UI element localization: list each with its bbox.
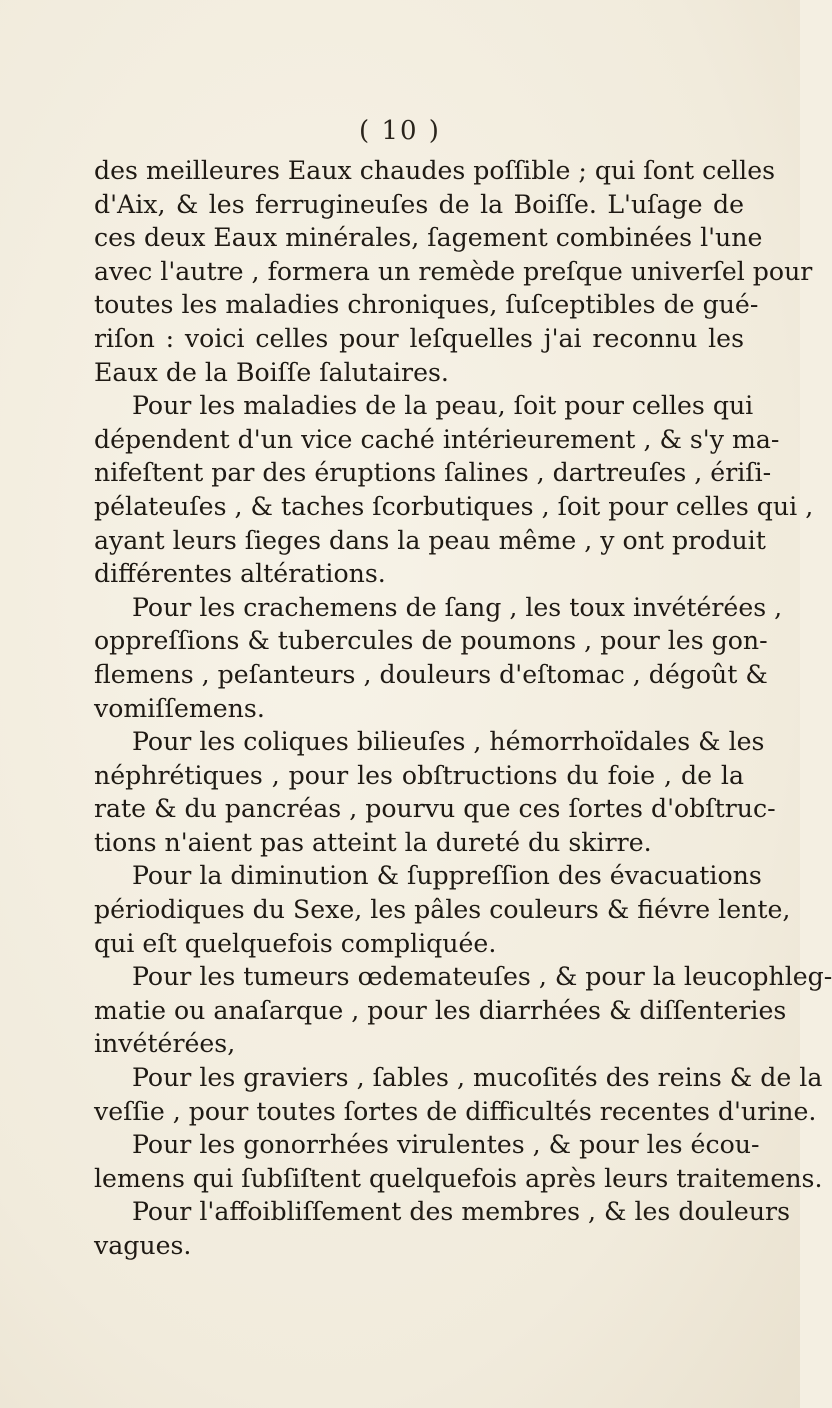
text-line: matie ou anaſarque , pour les diarrhées & diſſenteries — [94, 995, 787, 1025]
text-line: Eaux de la Boiſſe ſalutaires. — [94, 357, 449, 387]
text-line: oppreſſions & tubercules de poumons , pour les gon- — [94, 626, 768, 656]
text-line: toutes les maladies chroniques, ſuſceptibles de gué- — [94, 290, 759, 320]
text-line: Pour les graviers , ſables , mucoſités des reins & de la — [132, 1063, 823, 1093]
text-line: invétérées, — [94, 1029, 236, 1059]
text-line: ayant leurs ſieges dans la peau même , y ont produit — [94, 525, 766, 555]
text-line: vagues. — [94, 1231, 192, 1260]
text-line: Pour les tumeurs œdemateuſes , & pour la leucophleg- — [132, 962, 832, 992]
text-line: pélateuſes , & taches ſcorbutiques , ſoit pour celles qui , — [94, 491, 814, 521]
text-line: rate & du pancréas , pourvu que ces ſortes d'obſtruc- — [94, 794, 776, 824]
text-line: Pour la diminution & ſuppreſſion des évacuations — [132, 861, 762, 891]
page-number: ( 10 ) — [359, 116, 441, 146]
text-line: ces deux Eaux minérales, ſagement combinées l'une — [94, 223, 763, 253]
text-line: flemens , peſanteurs , douleurs d'eſtomac , dégoût & — [94, 659, 768, 689]
text-line: Pour l'affoibliſſement des membres , & les douleurs — [132, 1197, 791, 1227]
text-line: dépendent d'un vice caché intérieurement , & s'y ma- — [94, 424, 780, 454]
text-line: lemens qui ſubſiſtent quelquefois après leurs traitemens. — [94, 1163, 823, 1193]
text-line: riſon : voici celles pour leſquelles j'ai reconnu les — [94, 323, 744, 353]
body-text — [94, 154, 832, 1263]
text-line: Pour les crachemens de ſang , les toux invétérées , — [132, 592, 783, 622]
text-line: tions n'aient pas atteint la dureté du skirre. — [94, 827, 652, 857]
text-line: d'Aix, & les ferrugineuſes de la Boiſſe. L'uſage de — [94, 189, 744, 219]
text-line: avec l'autre , formera un remède preſque univerſel pour — [94, 256, 813, 286]
text-line: vomiſſemens. — [94, 693, 265, 723]
text-line: qui eſt quelquefois compliquée. — [94, 928, 497, 958]
text-line: différentes altérations. — [94, 559, 386, 589]
text-line: nifeſtent par des éruptions ſalines , dartreuſes , ériſi- — [94, 458, 772, 488]
text-line: veſſie , pour toutes ſortes de difficultés recentes d'urine. — [94, 1096, 817, 1126]
text-line: Pour les gonorrhées virulentes , & pour les écou- — [132, 1130, 760, 1160]
text-line: Pour les coliques bilieuſes , hémorrhoïdales & les — [132, 727, 765, 757]
text-line: Pour les maladies de la peau, ſoit pour celles qui — [132, 391, 754, 421]
text-line: des meilleures Eaux chaudes poſſible ; qui ſont celles — [94, 156, 776, 185]
text-line: périodiques du Sexe, les pâles couleurs & fiévre lente, — [94, 895, 791, 925]
text-line: néphrétiques , pour les obſtructions du foie , de la — [94, 760, 744, 790]
